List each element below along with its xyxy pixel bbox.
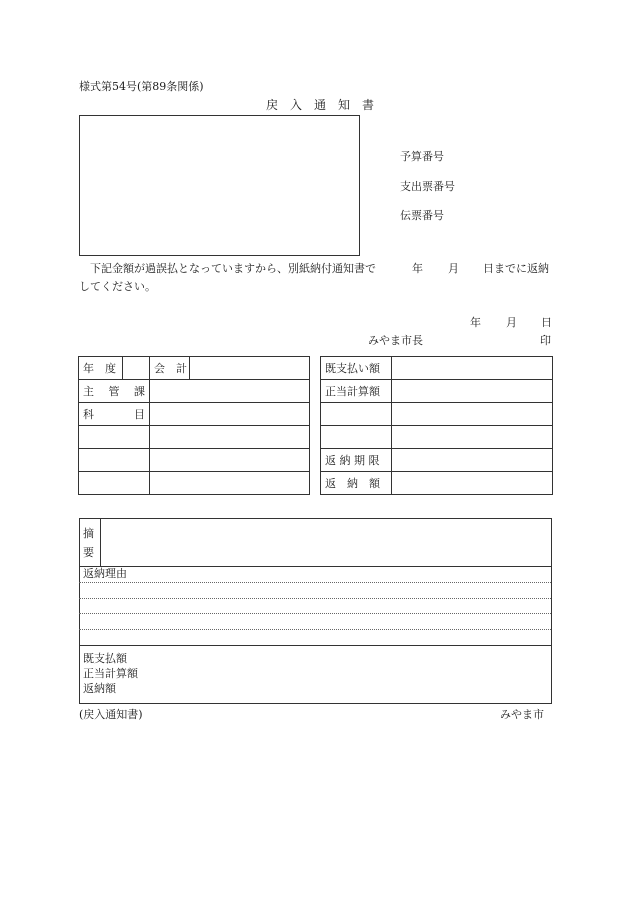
- subject-value[interactable]: [150, 403, 310, 426]
- fiscal-year-label: 年 度: [79, 357, 123, 380]
- blank-value[interactable]: [150, 449, 310, 472]
- date-day: 日: [541, 316, 552, 329]
- correct-amount-value[interactable]: [392, 380, 553, 403]
- notice-day-until: 日までに返納: [483, 262, 549, 275]
- table-row: [321, 403, 553, 426]
- blank-label: [79, 472, 150, 495]
- date-year: 年: [470, 316, 481, 329]
- reason-bottom-line: [79, 645, 551, 646]
- reason-line: [79, 582, 551, 583]
- subject-label: 科 目: [79, 403, 150, 426]
- notice-text-line1: 下記金額が過誤払となっていますから、別紙納付通知書で: [79, 262, 376, 275]
- right-amount-table: [320, 356, 553, 495]
- table-row: [79, 449, 310, 472]
- return-deadline-label: 返 納 期 限: [321, 449, 392, 472]
- notice-text-line2: してください。: [79, 280, 156, 293]
- table-row: [79, 426, 310, 449]
- left-info-table: [78, 356, 310, 495]
- return-reason-label: 返納理由: [83, 567, 127, 580]
- summary-label-bottom: 要: [83, 546, 94, 559]
- seal-mark: 印: [540, 334, 551, 347]
- summary-correct-amount: 正当計算額: [83, 667, 138, 680]
- blank-value[interactable]: [150, 426, 310, 449]
- reason-line: [79, 613, 551, 614]
- summary-input-area[interactable]: [101, 519, 550, 565]
- expense-slip-number-label: 支出票番号: [400, 180, 455, 193]
- already-paid-label: 既支払い額: [321, 357, 392, 380]
- table-row: [321, 472, 553, 495]
- reason-line: [79, 598, 551, 599]
- table-row: [321, 426, 553, 449]
- table-row: [321, 380, 553, 403]
- blank-label: [79, 449, 150, 472]
- recipient-box: [79, 115, 360, 256]
- fiscal-year-value[interactable]: [123, 357, 150, 380]
- department-value[interactable]: [150, 380, 310, 403]
- summary-label-top: 摘: [83, 527, 94, 540]
- table-row: [79, 472, 310, 495]
- table-row: [79, 380, 310, 403]
- voucher-number-label: 伝票番号: [400, 209, 444, 222]
- summary-already-paid: 既支払額: [83, 652, 127, 665]
- notice-year: 年: [412, 262, 423, 275]
- account-value[interactable]: [190, 357, 310, 380]
- form-number: 様式第54号(第89条関係): [79, 80, 204, 93]
- blank-label: [79, 426, 150, 449]
- budget-number-label: 予算番号: [400, 150, 444, 163]
- table-row: [79, 357, 310, 380]
- table-row: [321, 449, 553, 472]
- notice-month: 月: [448, 262, 459, 275]
- reason-line: [79, 629, 551, 630]
- summary-return-amount: 返納額: [83, 682, 116, 695]
- blank-label: [321, 403, 392, 426]
- correct-amount-label: 正当計算額: [321, 380, 392, 403]
- footer-document-name: (戻入通知書): [79, 708, 143, 721]
- return-amount-label: 返 納 額: [321, 472, 392, 495]
- blank-value[interactable]: [150, 472, 310, 495]
- document-title: 戻 入 通 知 書: [266, 98, 375, 112]
- footer-city-name: みやま市: [500, 708, 544, 721]
- blank-label: [321, 426, 392, 449]
- already-paid-value[interactable]: [392, 357, 553, 380]
- blank-value[interactable]: [392, 426, 553, 449]
- account-label: 会 計: [150, 357, 190, 380]
- table-row: [79, 403, 310, 426]
- return-deadline-value[interactable]: [392, 449, 553, 472]
- summary-divider: [79, 566, 551, 567]
- department-label: 主 管 課: [79, 380, 150, 403]
- return-amount-value[interactable]: [392, 472, 553, 495]
- table-row: [321, 357, 553, 380]
- date-month: 月: [506, 316, 517, 329]
- signer-name: みやま市長: [368, 334, 423, 347]
- blank-value[interactable]: [392, 403, 553, 426]
